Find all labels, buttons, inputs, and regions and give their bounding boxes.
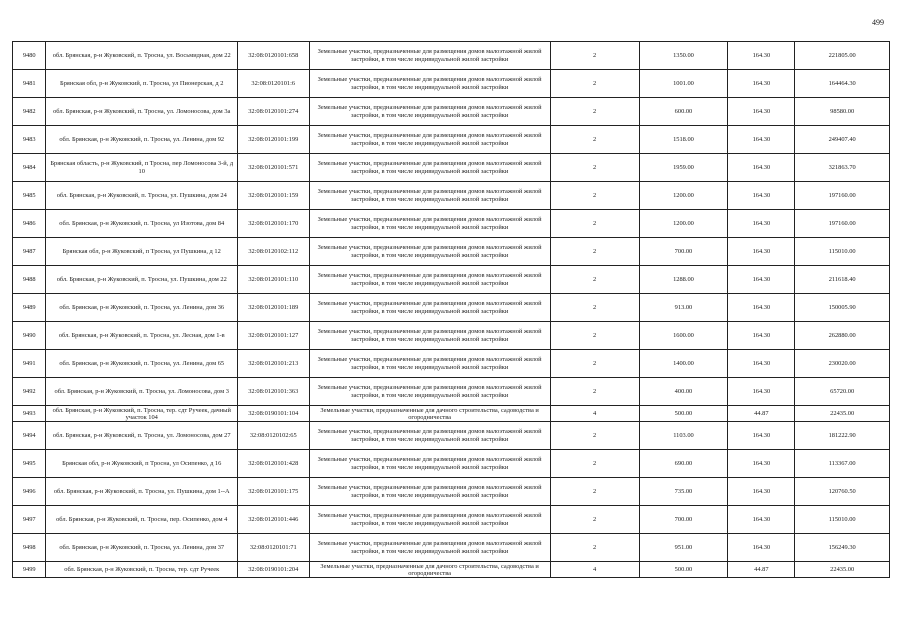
rate-cell: 164.30	[728, 478, 795, 506]
rate-cell: 164.30	[728, 126, 795, 154]
rate-cell: 164.30	[728, 378, 795, 406]
table-row	[13, 378, 890, 406]
area-cell: 690.00	[639, 450, 728, 478]
category-code-cell: 2	[550, 210, 639, 238]
cadastral-number-cell: 32:08:0120102:65	[238, 422, 310, 450]
land-use-description-cell: Земельные участки, предназначенные для размещения домов малоэтажной жилой застройки, в том числе индивидуальной жилой застройки	[309, 98, 550, 126]
table-row	[13, 450, 890, 478]
area-cell: 500.00	[639, 562, 728, 578]
rate-cell: 164.30	[728, 70, 795, 98]
cadastral-number-cell: 32:08:0120101:6	[238, 70, 310, 98]
cadastral-value-cell: 249407.40	[795, 126, 890, 154]
land-use-description-cell: Земельные участки, предназначенные для размещения домов малоэтажной жилой застройки, в том числе индивидуальной жилой застройки	[309, 506, 550, 534]
table-row	[13, 238, 890, 266]
rate-cell: 44.87	[728, 562, 795, 578]
land-use-description-cell: Земельные участки, предназначенные для дачного строительства, садоводства и огородничества	[309, 406, 550, 422]
cadastral-number-cell: 32:08:0120101:189	[238, 294, 310, 322]
cadastral-number-cell: 32:08:0120101:571	[238, 154, 310, 182]
address-cell: обл. Брянская, р-н Жуковский, п. Тросна, ул. Пушкина, дом 22	[46, 266, 238, 294]
area-cell: 1959.00	[639, 154, 728, 182]
record-id-cell: 9482	[13, 98, 46, 126]
address-cell: обл. Брянская, р-н Жуковский, п. Тросна, ул. Ленина, дом 65	[46, 350, 238, 378]
cadastral-value-cell: 211618.40	[795, 266, 890, 294]
area-cell: 1200.00	[639, 210, 728, 238]
category-code-cell: 2	[550, 42, 639, 70]
rate-cell: 164.30	[728, 210, 795, 238]
cadastral-number-cell: 32:08:0190101:204	[238, 562, 310, 578]
category-code-cell: 2	[550, 182, 639, 210]
land-use-description-cell: Земельные участки, предназначенные для размещения домов малоэтажной жилой застройки, в том числе индивидуальной жилой застройки	[309, 378, 550, 406]
cadastral-number-cell: 32:08:0120101:170	[238, 210, 310, 238]
land-use-description-cell: Земельные участки, предназначенные для размещения домов малоэтажной жилой застройки, в том числе индивидуальной жилой застройки	[309, 126, 550, 154]
address-cell: обл. Брянская, р-н Жуковский, п. Тросна, тер. сдт Ручеек, дачный участок 104	[46, 406, 238, 422]
cadastral-value-cell: 164464.30	[795, 70, 890, 98]
category-code-cell: 2	[550, 266, 639, 294]
area-cell: 700.00	[639, 238, 728, 266]
table-row	[13, 506, 890, 534]
rate-cell: 44.87	[728, 406, 795, 422]
record-id-cell: 9491	[13, 350, 46, 378]
area-cell: 1288.00	[639, 266, 728, 294]
address-cell: обл. Брянская, р-н Жуковский, п. Тросна, ул. Ленина, дом 37	[46, 534, 238, 562]
table-row	[13, 98, 890, 126]
table-row	[13, 322, 890, 350]
address-cell: Брянская обл, р-н Жуковский, п. Тросна, ул Пионерская, д 2	[46, 70, 238, 98]
cadastral-number-cell: 32:08:0120101:658	[238, 42, 310, 70]
category-code-cell: 2	[550, 322, 639, 350]
land-register-table	[12, 41, 890, 578]
record-id-cell: 9498	[13, 534, 46, 562]
land-use-description-cell: Земельные участки, предназначенные для размещения домов малоэтажной жилой застройки, в том числе индивидуальной жилой застройки	[309, 154, 550, 182]
record-id-cell: 9493	[13, 406, 46, 422]
category-code-cell: 2	[550, 450, 639, 478]
address-cell: обл. Брянская, р-н Жуковский, п. Тросна, ул. Лесная, дом 1-в	[46, 322, 238, 350]
land-use-description-cell: Земельные участки, предназначенные для размещения домов малоэтажной жилой застройки, в том числе индивидуальной жилой застройки	[309, 42, 550, 70]
table-row	[13, 126, 890, 154]
cadastral-value-cell: 115010.00	[795, 506, 890, 534]
rate-cell: 164.30	[728, 98, 795, 126]
cadastral-value-cell: 321863.70	[795, 154, 890, 182]
category-code-cell: 2	[550, 154, 639, 182]
address-cell: обл. Брянская, р-н Жуковский, п. Тросна, ул. Ленина, дом 92	[46, 126, 238, 154]
category-code-cell: 2	[550, 126, 639, 154]
table-row	[13, 294, 890, 322]
cadastral-number-cell: 32:08:0120101:213	[238, 350, 310, 378]
area-cell: 1200.00	[639, 182, 728, 210]
cadastral-value-cell: 150005.90	[795, 294, 890, 322]
record-id-cell: 9496	[13, 478, 46, 506]
cadastral-value-cell: 113367.00	[795, 450, 890, 478]
cadastral-value-cell: 197160.00	[795, 182, 890, 210]
cadastral-number-cell: 32:08:0120101:71	[238, 534, 310, 562]
land-use-description-cell: Земельные участки, предназначенные для размещения домов малоэтажной жилой застройки, в том числе индивидуальной жилой застройки	[309, 210, 550, 238]
cadastral-value-cell: 65720.00	[795, 378, 890, 406]
address-cell: обл. Брянская, р-н Жуковский, п. Тросна, пер. Осипенко, дом 4	[46, 506, 238, 534]
cadastral-value-cell: 98580.00	[795, 98, 890, 126]
table-row	[13, 534, 890, 562]
area-cell: 700.00	[639, 506, 728, 534]
table-row	[13, 406, 890, 422]
address-cell: обл. Брянская, р-н Жуковский, п. Тросна, ул Изотова, дом 84	[46, 210, 238, 238]
cadastral-value-cell: 156249.30	[795, 534, 890, 562]
cadastral-number-cell: 32:08:0120102:112	[238, 238, 310, 266]
land-use-description-cell: Земельные участки, предназначенные для размещения домов малоэтажной жилой застройки, в том числе индивидуальной жилой застройки	[309, 238, 550, 266]
address-cell: обл. Брянская, р-н Жуковский, п. Тросна, ул. Пушкина, дом 1--А	[46, 478, 238, 506]
cadastral-value-cell: 115010.00	[795, 238, 890, 266]
area-cell: 400.00	[639, 378, 728, 406]
cadastral-number-cell: 32:08:0120101:127	[238, 322, 310, 350]
cadastral-value-cell: 221805.00	[795, 42, 890, 70]
area-cell: 951.00	[639, 534, 728, 562]
category-code-cell: 2	[550, 422, 639, 450]
category-code-cell: 2	[550, 534, 639, 562]
table-row	[13, 562, 890, 578]
land-use-description-cell: Земельные участки, предназначенные для размещения домов малоэтажной жилой застройки, в том числе индивидуальной жилой застройки	[309, 182, 550, 210]
cadastral-value-cell: 22435.00	[795, 562, 890, 578]
record-id-cell: 9487	[13, 238, 46, 266]
land-use-description-cell: Земельные участки, предназначенные для размещения домов малоэтажной жилой застройки, в том числе индивидуальной жилой застройки	[309, 478, 550, 506]
land-use-description-cell: Земельные участки, предназначенные для размещения домов малоэтажной жилой застройки, в том числе индивидуальной жилой застройки	[309, 422, 550, 450]
address-cell: обл. Брянская, р-н Жуковский, п. Тросна, ул. Ломоносова, дом 3а	[46, 98, 238, 126]
cadastral-value-cell: 262880.00	[795, 322, 890, 350]
rate-cell: 164.30	[728, 182, 795, 210]
rate-cell: 164.30	[728, 534, 795, 562]
area-cell: 913.00	[639, 294, 728, 322]
address-cell: Брянская обл, р-н Жуковский, п Тросна, ул Пушкина, д 12	[46, 238, 238, 266]
land-use-description-cell: Земельные участки, предназначенные для размещения домов малоэтажной жилой застройки, в том числе индивидуальной жилой застройки	[309, 450, 550, 478]
land-use-description-cell: Земельные участки, предназначенные для размещения домов малоэтажной жилой застройки, в том числе индивидуальной жилой застройки	[309, 266, 550, 294]
rate-cell: 164.30	[728, 506, 795, 534]
address-cell: обл. Брянская, р-н Жуковский, п. Тросна, ул. Ломоносова, дом 3	[46, 378, 238, 406]
record-id-cell: 9497	[13, 506, 46, 534]
cadastral-number-cell: 32:08:0120101:446	[238, 506, 310, 534]
record-id-cell: 9490	[13, 322, 46, 350]
record-id-cell: 9495	[13, 450, 46, 478]
cadastral-number-cell: 32:08:0120101:199	[238, 126, 310, 154]
table-row	[13, 210, 890, 238]
record-id-cell: 9494	[13, 422, 46, 450]
cadastral-value-cell: 230020.00	[795, 350, 890, 378]
table-row	[13, 266, 890, 294]
cadastral-value-cell: 181222.90	[795, 422, 890, 450]
rate-cell: 164.30	[728, 238, 795, 266]
cadastral-number-cell: 32:08:0120101:363	[238, 378, 310, 406]
address-cell: обл. Брянская, р-н Жуковский, п. Тросна, ул. Пушкина, дом 24	[46, 182, 238, 210]
record-id-cell: 9499	[13, 562, 46, 578]
cadastral-value-cell: 197160.00	[795, 210, 890, 238]
category-code-cell: 2	[550, 294, 639, 322]
cadastral-number-cell: 32:08:0120101:274	[238, 98, 310, 126]
address-cell: Брянская область, р-н Жуковский, п Тросна, пер Ломоносова 3-й, д 10	[46, 154, 238, 182]
cadastral-value-cell: 22435.00	[795, 406, 890, 422]
page-number: 499	[872, 18, 884, 27]
table-row	[13, 478, 890, 506]
area-cell: 1518.00	[639, 126, 728, 154]
cadastral-number-cell: 32:08:0120101:159	[238, 182, 310, 210]
land-use-description-cell: Земельные участки, предназначенные для размещения домов малоэтажной жилой застройки, в том числе индивидуальной жилой застройки	[309, 70, 550, 98]
category-code-cell: 2	[550, 98, 639, 126]
table-row	[13, 70, 890, 98]
table-row	[13, 154, 890, 182]
cadastral-number-cell: 32:08:0120101:175	[238, 478, 310, 506]
record-id-cell: 9484	[13, 154, 46, 182]
cadastral-number-cell: 32:08:0120101:110	[238, 266, 310, 294]
land-use-description-cell: Земельные участки, предназначенные для размещения домов малоэтажной жилой застройки, в том числе индивидуальной жилой застройки	[309, 294, 550, 322]
land-use-description-cell: Земельные участки, предназначенные для дачного строительства, садоводства и огородничества	[309, 562, 550, 578]
category-code-cell: 4	[550, 562, 639, 578]
category-code-cell: 2	[550, 506, 639, 534]
record-id-cell: 9483	[13, 126, 46, 154]
category-code-cell: 2	[550, 238, 639, 266]
rate-cell: 164.30	[728, 350, 795, 378]
cadastral-number-cell: 32:08:0190101:104	[238, 406, 310, 422]
table-row	[13, 422, 890, 450]
area-cell: 1103.00	[639, 422, 728, 450]
record-id-cell: 9488	[13, 266, 46, 294]
rate-cell: 164.30	[728, 322, 795, 350]
area-cell: 1400.00	[639, 350, 728, 378]
table-row	[13, 42, 890, 70]
address-cell: обл. Брянская, р-н Жуковский, п. Тросна, ул. Ленина, дом 36	[46, 294, 238, 322]
record-id-cell: 9489	[13, 294, 46, 322]
record-id-cell: 9485	[13, 182, 46, 210]
address-cell: обл. Брянская, р-н Жуковский, п. Тросна, ул. Ломоносова, дом 27	[46, 422, 238, 450]
rate-cell: 164.30	[728, 42, 795, 70]
rate-cell: 164.30	[728, 422, 795, 450]
area-cell: 1600.00	[639, 322, 728, 350]
record-id-cell: 9486	[13, 210, 46, 238]
category-code-cell: 2	[550, 350, 639, 378]
table-row	[13, 182, 890, 210]
table-body	[13, 42, 890, 578]
land-use-description-cell: Земельные участки, предназначенные для размещения домов малоэтажной жилой застройки, в том числе индивидуальной жилой застройки	[309, 534, 550, 562]
land-use-description-cell: Земельные участки, предназначенные для размещения домов малоэтажной жилой застройки, в том числе индивидуальной жилой застройки	[309, 322, 550, 350]
land-use-description-cell: Земельные участки, предназначенные для размещения домов малоэтажной жилой застройки, в том числе индивидуальной жилой застройки	[309, 350, 550, 378]
area-cell: 735.00	[639, 478, 728, 506]
rate-cell: 164.30	[728, 266, 795, 294]
address-cell: обл. Брянская, р-н Жуковский, п. Тросна, тер. сдт Ручеек	[46, 562, 238, 578]
area-cell: 1001.00	[639, 70, 728, 98]
category-code-cell: 2	[550, 70, 639, 98]
category-code-cell: 2	[550, 478, 639, 506]
cadastral-value-cell: 120760.50	[795, 478, 890, 506]
address-cell: Брянская обл, р-н Жуковский, п Тросна, ул Осипенко, д 16	[46, 450, 238, 478]
record-id-cell: 9480	[13, 42, 46, 70]
address-cell: обл. Брянская, р-н Жуковский, п. Тросна, ул. Восьмидная, дом 22	[46, 42, 238, 70]
table-row	[13, 350, 890, 378]
category-code-cell: 4	[550, 406, 639, 422]
area-cell: 1350.00	[639, 42, 728, 70]
record-id-cell: 9481	[13, 70, 46, 98]
area-cell: 500.00	[639, 406, 728, 422]
cadastral-number-cell: 32:08:0120101:428	[238, 450, 310, 478]
record-id-cell: 9492	[13, 378, 46, 406]
area-cell: 600.00	[639, 98, 728, 126]
category-code-cell: 2	[550, 378, 639, 406]
rate-cell: 164.30	[728, 154, 795, 182]
rate-cell: 164.30	[728, 294, 795, 322]
rate-cell: 164.30	[728, 450, 795, 478]
